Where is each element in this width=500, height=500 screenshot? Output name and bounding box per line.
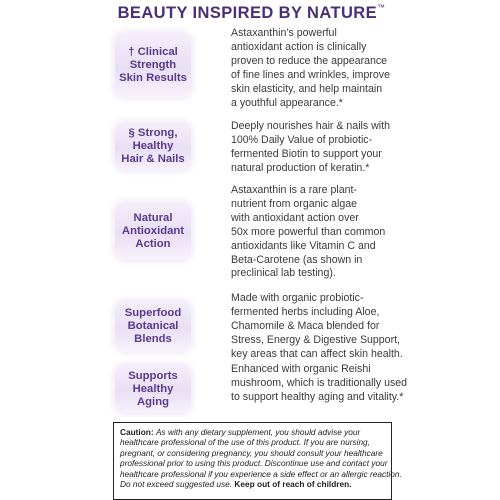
text-line: Beta-Carotene (as shown in [231, 253, 363, 266]
caution-box [113, 422, 402, 500]
text-line: skin elasticity, and help maintain [231, 82, 383, 95]
text-line: antioxidants like Vitamin C and [231, 239, 376, 252]
text-line: proven to reduce the appearance [231, 54, 388, 67]
text-line: natural production of keratin.* [231, 161, 370, 174]
keep-out-warning: Keep out of reach of children. [234, 479, 352, 490]
text-line: Enhanced with organic Reishi [231, 363, 371, 375]
text-line: of fine lines and wrinkles, improve [231, 68, 390, 81]
section-text [231, 27, 400, 110]
text-line: 100% Daily Value of probiotic- [231, 133, 373, 146]
text-line: Astaxanthin’s powerful [231, 27, 337, 39]
caution-line: professional prior to using this product. Discontinue use and contact your [120, 458, 388, 469]
section-text [231, 363, 408, 405]
caution-line: healthcare professional if you experience a side effect or an allergic reaction. [120, 468, 402, 479]
badge-superfood [115, 301, 191, 351]
badge-label: § Strong, Healthy Hair & Nails [121, 126, 185, 165]
text-line: nutrient from organic algae [231, 197, 358, 210]
badge-antioxidant [115, 202, 191, 260]
text-line: Made with organic probiotic- [231, 292, 364, 304]
badge-hair-nails [115, 122, 191, 170]
text-line: with antioxidant action over [231, 211, 359, 224]
trademark-symbol: ™ [376, 2, 386, 12]
caution-line [120, 427, 385, 437]
badge-healthy-aging [115, 365, 191, 413]
text-line: Deeply nourishes hair & nails with [231, 120, 390, 132]
text-line: key areas that can affect skin health. [231, 347, 403, 360]
text-line: fermented Biotin to support your [231, 147, 382, 160]
caution-text: As with any dietary supplement, you should advise your [155, 427, 361, 437]
text-line: Chamomile & Maca blended for [231, 319, 380, 332]
text-line: antioxidant action is clinically [231, 40, 367, 53]
badge-label: Supports Healthy Aging [128, 369, 178, 408]
text-line: Stress, Energy & Digestive Support, [231, 333, 400, 346]
page-title [103, 4, 400, 23]
caution-line [120, 479, 385, 489]
badge-clinical-strength [115, 33, 191, 97]
text-line: fermented herbs including Aloe, [231, 305, 380, 318]
text-line: a youthful appearance.* [231, 96, 343, 109]
caution-label: Caution: [120, 427, 154, 437]
badge-label: † Clinical Strength Skin Results [119, 45, 187, 84]
text-line: to support healthy aging and vitality.* [231, 390, 404, 403]
text-line: Astaxanthin is a rare plant- [231, 184, 358, 196]
heading-text: BEAUTY INSPIRED BY NATURE [117, 4, 377, 22]
caution-text: Do not exceed suggested use. [120, 479, 233, 490]
caution-line: healthcare professional of the use of this product. If you are nursing, [120, 437, 370, 448]
text-line: 50x more powerful than common [231, 225, 386, 238]
section-text [231, 120, 400, 176]
text-line: mushroom, which is traditionally used [231, 376, 408, 389]
product-info-panel [103, 0, 408, 500]
caution-line: pregnant, or considering pregnancy, you should consult your healthcare [120, 447, 383, 458]
text-line: preclinical lab testing). [231, 267, 336, 280]
section-text [231, 184, 400, 281]
badge-label: Superfood Botanical Blends [124, 306, 182, 345]
badge-label: Natural Antioxidant Action [121, 211, 185, 250]
section-text [231, 292, 403, 362]
